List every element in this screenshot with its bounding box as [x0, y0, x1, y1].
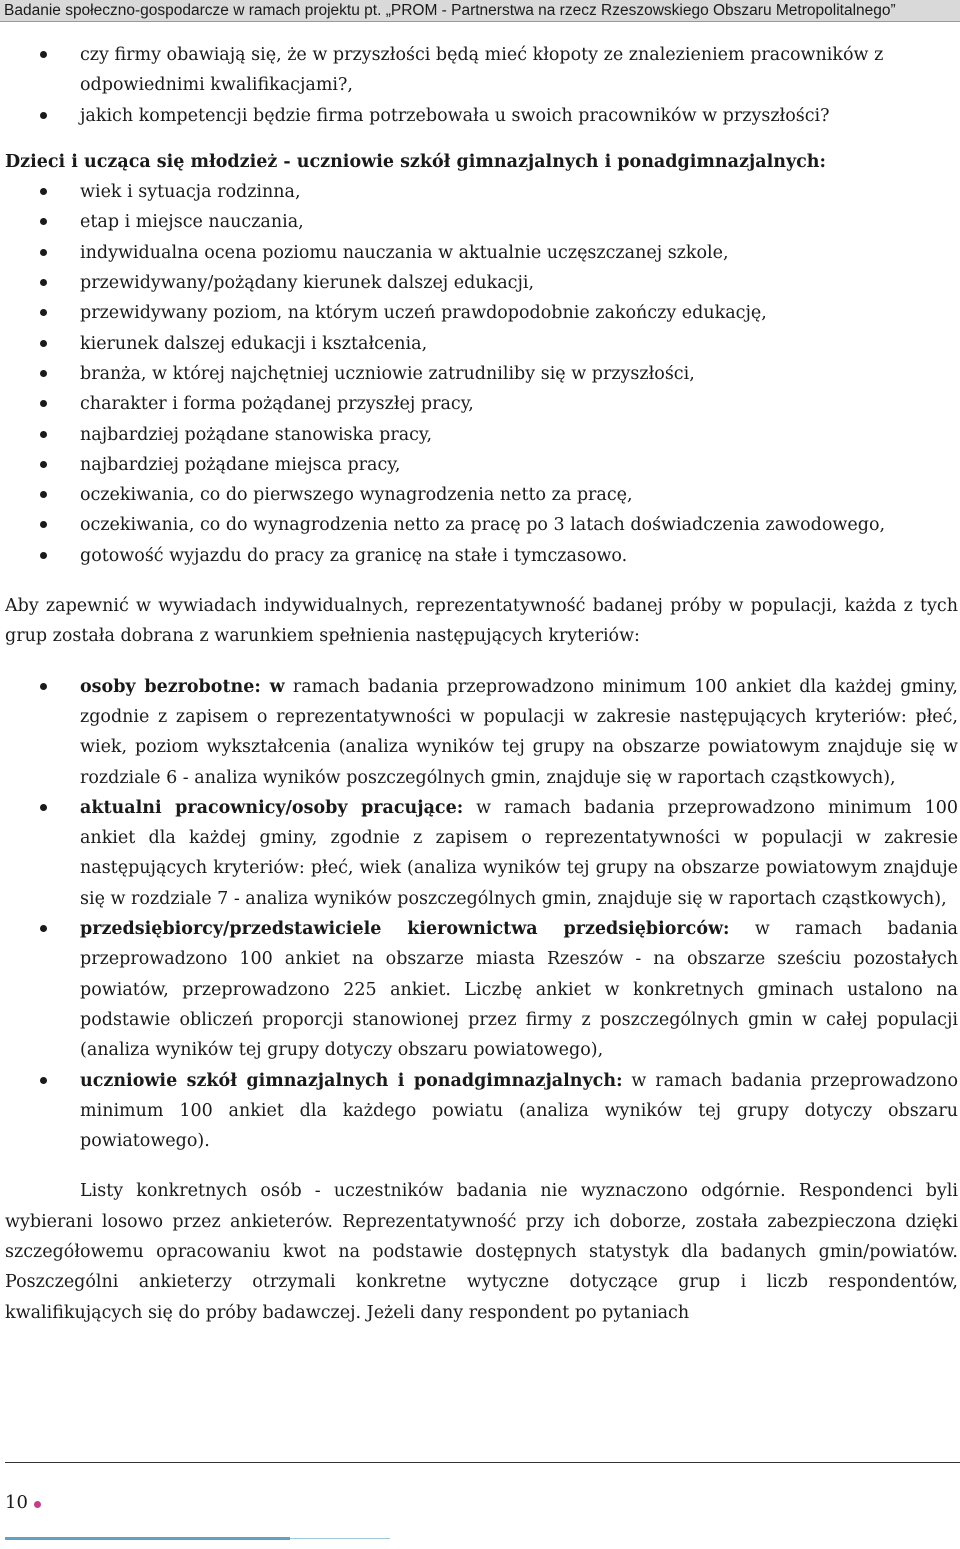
- criteria-term: aktualni pracownicy/osoby pracujące:: [80, 797, 464, 818]
- bullet-icon: [40, 51, 47, 58]
- list-item: jakich kompetencji będzie firma potrzebowała u swoich pracowników w przyszłości?: [0, 101, 960, 131]
- bullet-icon: [40, 431, 47, 438]
- list-item: wiek i sytuacja rodzinna,: [0, 177, 960, 207]
- list-item: oczekiwania, co do pierwszego wynagrodzenia netto za pracę,: [0, 480, 960, 510]
- list-item: oczekiwania, co do wynagrodzenia netto za pracę po 3 latach doświadczenia zawodowego,: [0, 510, 960, 540]
- top-bullet-list: [0, 40, 960, 131]
- page-number: 10: [5, 1492, 28, 1513]
- bullet-icon: [40, 218, 47, 225]
- list-item: czy firmy obawiają się, że w przyszłości będą mieć kłopoty ze znalezieniem pracowników z odpowiednimi kwalifikacjami?,: [0, 40, 960, 101]
- list-item: przewidywany/pożądany kierunek dalszej edukacji,: [0, 268, 960, 298]
- list-item: przewidywany poziom, na którym uczeń prawdopodobnie zakończy edukację,: [0, 298, 960, 328]
- bullet-icon: [40, 112, 47, 119]
- bullet-icon: [40, 279, 47, 286]
- footer-accent-bar: [5, 1537, 290, 1540]
- criteria-list: [0, 672, 960, 1157]
- bullet-icon: [40, 491, 47, 498]
- bullet-icon: [40, 804, 47, 811]
- criteria-term: uczniowie szkół gimnazjalnych i ponadgimnazjalnych:: [80, 1070, 623, 1091]
- bullet-icon: [40, 461, 47, 468]
- criteria-intro: Aby zapewnić w wywiadach indywidualnych, reprezentatywność badanej próby w populacji, każda z tych grup została dobrana z warunkiem spełnienia następujących kryteriów:: [5, 596, 958, 647]
- running-header: Badanie społeczno-gospodarcze w ramach projektu pt. „PROM - Partnerstwa na rzecz Rzeszowskiego Obszaru Metropolitalnego”: [0, 0, 960, 22]
- bullet-icon: [40, 521, 47, 528]
- footer-accent-line: [290, 1538, 390, 1539]
- youth-bullet-list: [0, 177, 960, 571]
- bullet-icon: [40, 683, 47, 690]
- bullet-icon: [40, 552, 47, 559]
- bullet-icon: [40, 249, 47, 256]
- footer-divider: [5, 1462, 960, 1463]
- bullet-icon: [40, 925, 47, 932]
- criteria-term: przedsiębiorcy/przedstawiciele kierownictwa przedsiębiorców:: [80, 919, 730, 940]
- bullet-icon: [40, 340, 47, 347]
- page-body: [0, 40, 960, 1328]
- page-dot-icon: [34, 1501, 41, 1508]
- criteria-item: aktualni pracownicy/osoby pracujące: w ramach badania przeprowadzono minimum 100 ankiet dla każdej gminy, zgodnie z zapisem o reprezentatywności w populacji w zakresie następujących kryteriów: płeć, wiek (analiza wyników tej grupy na obszarze powiatowym znajduje się w rozdziale 7 - analiza wyników poszczególnych gmin, znajduje się w raportach cząstkowych),: [0, 793, 960, 914]
- closing-paragraph: Listy konkretnych osób - uczestników badania nie wyznaczono odgórnie. Respondenci byli wybierani losowo przez ankieterów. Reprezentatywność przy ich doborze, została zabezpieczona dzięki szczegółowemu opracowaniu kwot na podstawie dostępnych statystyk dla badanych gmin/powiatów. Poszczególni ankieterzy otrzymali konkretne wytyczne dotyczące grup i liczb respondentów, kwalifikujących się do próby badawczej. Jeżeli dany respondent po pytaniach: [5, 1181, 958, 1323]
- list-item: kierunek dalszej edukacji i kształcenia,: [0, 329, 960, 359]
- criteria-item: osoby bezrobotne: w ramach badania przeprowadzono minimum 100 ankiet dla każdej gminy, zgodnie z zapisem o reprezentatywności w populacji w zakresie następujących kryteriów: płeć, wiek, poziom wykształcenia (analiza wyników tej grupy na obszarze powiatowym znajduje się w rozdziale 6 - analiza wyników poszczególnych gmin, znajduje się w raportach cząstkowych),: [0, 672, 960, 793]
- section-heading: Dzieci i ucząca się młodzież - uczniowie szkół gimnazjalnych i ponadgimnazjalnych:: [5, 151, 826, 172]
- bullet-icon: [40, 1077, 47, 1084]
- bullet-icon: [40, 400, 47, 407]
- list-item: branża, w której najchętniej uczniowie zatrudniliby się w przyszłości,: [0, 359, 960, 389]
- criteria-item: uczniowie szkół gimnazjalnych i ponadgimnazjalnych: w ramach badania przeprowadzono minimum 100 ankiet dla każdego powiatu (analiza wyników tej grupy dotyczy obszaru powiatowego).: [0, 1066, 960, 1157]
- list-item: etap i miejsce nauczania,: [0, 207, 960, 237]
- list-item: gotowość wyjazdu do pracy za granicę na stałe i tymczasowo.: [0, 541, 960, 571]
- list-item: najbardziej pożądane miejsca pracy,: [0, 450, 960, 480]
- list-item: indywidualna ocena poziomu nauczania w aktualnie uczęszczanej szkole,: [0, 238, 960, 268]
- criteria-term: osoby bezrobotne: w: [80, 676, 285, 697]
- bullet-icon: [40, 309, 47, 316]
- list-item: najbardziej pożądane stanowiska pracy,: [0, 420, 960, 450]
- criteria-item: przedsiębiorcy/przedstawiciele kierownictwa przedsiębiorców: w ramach badania przeprowadzono 100 ankiet na obszarze miasta Rzeszów - na obszarze sześciu pozostałych powiatów, przeprowadzono 225 ankiet. Liczbę ankiet w konkretnych gminach ustalono na podstawie obliczeń proporcji stanowionej przez firmy z poszczególnych gmin w całej populacji (analiza wyników tej grupy dotyczy obszaru powiatowego),: [0, 914, 960, 1065]
- bullet-icon: [40, 188, 47, 195]
- list-item: charakter i forma pożądanej przyszłej pracy,: [0, 389, 960, 419]
- bullet-icon: [40, 370, 47, 377]
